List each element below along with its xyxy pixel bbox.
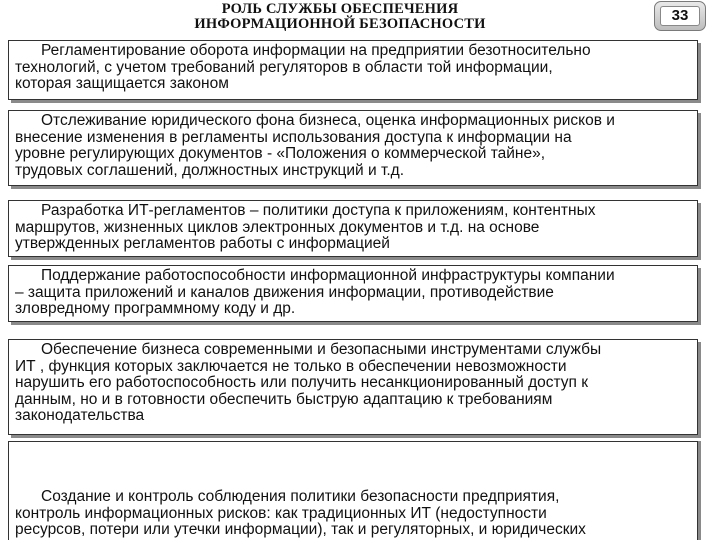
text-block-it-tools [8,339,698,435]
text-line: нарушить его работоспособность или получить несанкционированный доступ к [15,374,589,391]
text-block-security-policy [8,441,698,540]
text-line: ресурсов, потери или утечки информации), так и регуляторных, и юридических [15,521,586,538]
text-line: маршрутов, жизненных циклов электронных документов и т.д. на основе [15,218,540,236]
text-line: – защита приложений и каналов движения информации, противодействие [15,283,554,301]
text-line: внесение изменения в регламенты использования доступа к информации на [15,128,572,146]
slide-title-line-1: РОЛЬ СЛУЖБЫ ОБЕСПЕЧЕНИЯ [221,1,459,17]
text-line: зловредному программному коду и др. [15,300,296,317]
text-line: законодательства [15,407,145,424]
text-line: Регламентирование оборота информации на предприятии безотносительно [41,42,591,59]
text-line: уровне регулирующих документов - «Положения о коммерческой тайне», [15,145,546,162]
text-line: технологий, с учетом требований регуляторов в области той информации, [15,58,553,76]
text-line: Отслеживание юридического фона бизнеса, оценка информационных рисков и [41,112,615,129]
text-line: ИТ , функция которых заключается не только в обеспечении невозможности [15,357,567,375]
text-block-regulation [8,40,698,100]
text-line: Обеспечение бизнеса современными и безопасными инструментами службы [41,341,602,358]
text-line: утвержденных регламентов работы с информацией [15,235,390,252]
text-line: трудовых соглашений, должностных инструкций и т.д. [15,161,405,179]
page-number-badge [654,1,706,31]
text-line: Разработка ИТ-регламентов – политики доступа к приложениям, контентных [41,202,596,219]
text-block-it-regulations [8,200,698,257]
text-line: Создание и контроль соблюдения политики безопасности предприятия, [41,488,560,505]
text-block-legal-monitoring [8,110,698,186]
slide-title [150,2,530,32]
text-block-infrastructure [8,265,698,322]
slide-title-line-2: ИНФОРМАЦИОННОЙ БЕЗОПАСНОСТИ [194,16,486,32]
page-number: 33 [660,6,700,26]
text-line: Поддержание работоспособности информационной инфраструктуры компании [41,267,615,284]
text-line: которая защищается законом [15,75,229,92]
text-line: контроль информационных рисков: как традиционных ИТ (недоступности [15,504,547,522]
text-line: данным, но и в готовности обеспечить быструю адаптацию к требованиям [15,390,553,408]
